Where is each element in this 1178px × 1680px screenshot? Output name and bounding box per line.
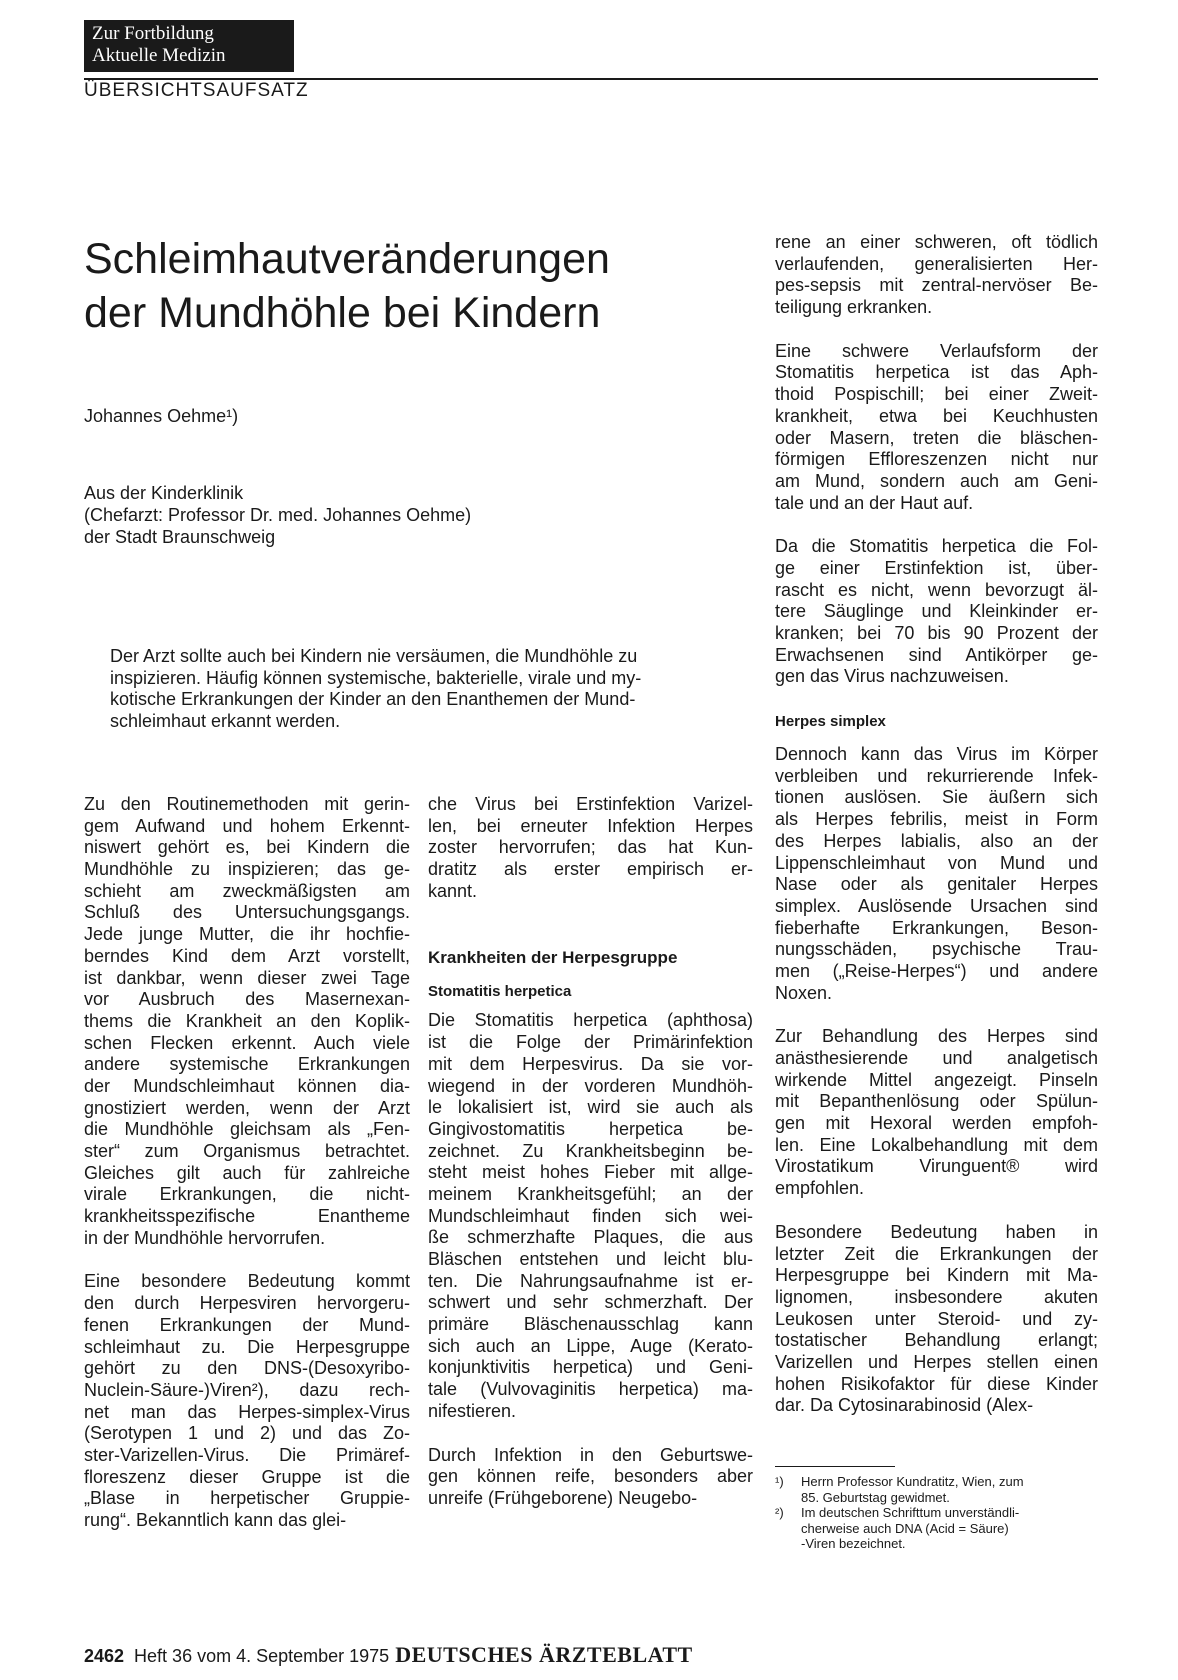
column-1 bbox=[84, 794, 410, 1532]
text-line: verbleiben und rekurrierende Infek- bbox=[775, 765, 1098, 786]
text-line: net man das Herpes-simplex-Virus bbox=[84, 1401, 410, 1422]
text-line: kranken; bei 70 bis 90 Prozent der bbox=[775, 623, 1098, 643]
text-line: den durch Herpesviren hervorgeru- bbox=[84, 1293, 410, 1314]
text-line: Durch Infektion in den Geburtswe- bbox=[428, 1444, 753, 1465]
paragraph bbox=[775, 1026, 1098, 1200]
text-line: virale Erkrankungen, die nicht- bbox=[84, 1184, 410, 1205]
text-line: nifestieren. bbox=[428, 1400, 517, 1421]
text-line: lignomen, insbesondere akuten bbox=[775, 1286, 1098, 1307]
text-line: thems die Krankheit an den Koplik- bbox=[84, 1010, 410, 1031]
text-line: ster“ zum Organismus betrachtet. bbox=[84, 1141, 410, 1161]
text-line: gen das Virus nachzuweisen. bbox=[775, 666, 1009, 687]
text-line: letzter Zeit die Erkrankungen der bbox=[775, 1243, 1098, 1264]
text-line: Zu den Routinemethoden mit gerin- bbox=[84, 794, 410, 814]
text-line: Noxen. bbox=[775, 982, 833, 1003]
subsection-heading: Herpes simplex bbox=[775, 713, 886, 731]
text-line: Zur Behandlung des Herpes sind bbox=[775, 1026, 1098, 1047]
title-line-1: Schleimhautveränderungen bbox=[84, 235, 610, 283]
title-line-2: der Mundhöhle bei Kindern bbox=[84, 289, 601, 337]
text-line: als Herpes febrilis, meist in Form bbox=[775, 809, 1098, 830]
text-line: teiligung erkranken. bbox=[775, 297, 933, 318]
paragraph bbox=[775, 341, 1098, 515]
issue-info: Heft 36 vom 4. September 1975 bbox=[134, 1646, 390, 1666]
text-line: Nase oder als genitaler Herpes bbox=[775, 874, 1098, 895]
text-line: am Mund, sondern auch am Geni- bbox=[775, 470, 1098, 491]
text-line: ist dankbar, wenn dieser zwei Tage bbox=[84, 967, 410, 988]
text-line: Jede junge Mutter, die ihr hochfie- bbox=[84, 924, 410, 945]
text-line: pes-sepsis mit zentral-nervöser Be- bbox=[775, 275, 1098, 296]
text-line: kannt. bbox=[428, 880, 478, 901]
affiliation-line: Aus der Kinderklinik bbox=[84, 483, 244, 503]
text-line: men („Reise-Herpes“) und andere bbox=[775, 960, 1098, 981]
text-line: zoster hervorrufen; das hat Kun- bbox=[428, 837, 753, 858]
paragraph bbox=[84, 1271, 410, 1531]
author: Johannes Oehme¹) bbox=[84, 406, 239, 426]
text-line: fieberhafte Erkrankungen, Beson- bbox=[775, 917, 1098, 938]
text-line: Erwachsenen sind Antikörper ge- bbox=[775, 644, 1098, 665]
text-line: hohen Risikofaktor für diese Kinder bbox=[775, 1373, 1098, 1394]
paragraph bbox=[84, 794, 410, 1249]
text-line: Da die Stomatitis herpetica die Fol- bbox=[775, 536, 1098, 557]
text-line: die Mundhöhle gleichsam als „Fen- bbox=[84, 1119, 410, 1140]
text-line: Herpesgruppe bei Kindern mit Ma- bbox=[775, 1265, 1098, 1286]
text-line: Besondere Bedeutung haben in bbox=[775, 1221, 1098, 1242]
footnote-rule bbox=[775, 1466, 895, 1467]
subsection-heading: Stomatitis herpetica bbox=[428, 983, 572, 1001]
text-line: tere Säuglinge und Kleinkinder er- bbox=[775, 601, 1098, 622]
text-line: schen Flecken erkennt. Auch viele bbox=[84, 1032, 410, 1053]
affiliation bbox=[84, 482, 471, 548]
text-line: unreife (Frühgeborene) Neugebo- bbox=[428, 1487, 698, 1508]
rubric-line-1: Zur Fortbildung bbox=[92, 23, 214, 44]
text-line: Lippenschleimhaut von Mund und bbox=[775, 852, 1098, 873]
text-line: schieht am zweckmäßigsten am bbox=[84, 880, 410, 901]
text-line: primäre Bläschenausschlag kann bbox=[428, 1314, 753, 1335]
text-line: gehört zu den DNS-(Desoxyribo- bbox=[84, 1358, 410, 1379]
text-line: floreszenz dieser Gruppe ist die bbox=[84, 1466, 410, 1487]
footnote-line: 85. Geburtstag gewidmet. bbox=[801, 1489, 950, 1505]
text-line: konjunktivitis herpetica) und Geni- bbox=[428, 1357, 753, 1378]
text-line: gen mit Hexoral werden empfoh- bbox=[775, 1113, 1098, 1134]
text-line: andere systemische Erkrankungen bbox=[84, 1054, 410, 1075]
article-title bbox=[84, 232, 724, 340]
text-line: thoid Pospischill; bei einer Zweit- bbox=[775, 384, 1098, 405]
text-line: ge einer Erstinfektion ist, über- bbox=[775, 557, 1098, 578]
text-line: tale und an der Haut auf. bbox=[775, 492, 974, 513]
text-line: Varizellen und Herpes stellen einen bbox=[775, 1351, 1098, 1372]
text-line: Nuclein-Säure-)Viren²), dazu rech- bbox=[84, 1379, 410, 1400]
text-line: meinem Krankheitsgefühl; an der bbox=[428, 1183, 753, 1204]
text-line: tostatischer Behandlung erlangt; bbox=[775, 1330, 1098, 1351]
text-line: schleimhaut zu. Die Herpesgruppe bbox=[84, 1336, 410, 1357]
text-line: ster-Varizellen-Virus. Die Primäref- bbox=[84, 1444, 410, 1465]
paragraph bbox=[428, 1445, 753, 1510]
text-line: zeichnet. Zu Krankheitsbeginn be- bbox=[428, 1140, 753, 1161]
text-line: Eine besondere Bedeutung kommt bbox=[84, 1271, 410, 1292]
text-line: schwert und sehr schmerzhaft. Der bbox=[428, 1292, 753, 1313]
abstract bbox=[110, 646, 720, 732]
column-3 bbox=[775, 232, 1098, 1417]
footnote-mark: ²) bbox=[775, 1505, 784, 1520]
section-label: ÜBERSICHTSAUFSATZ bbox=[84, 80, 309, 101]
text-line: Bläschen entstehen und leicht blu- bbox=[428, 1249, 753, 1269]
text-line: sich auch an Lippe, Auge (Kerato- bbox=[428, 1335, 753, 1356]
text-line: Mundschleimhaut finden sich wei- bbox=[428, 1205, 753, 1226]
text-line: Leukosen unter Steroid- und zy- bbox=[775, 1308, 1098, 1329]
abstract-line: schleimhaut erkannt werden. bbox=[110, 710, 341, 731]
section-heading: Krankheiten der Herpesgruppe bbox=[428, 948, 678, 968]
text-line: Gleiches gilt auch für zahlreiche bbox=[84, 1162, 410, 1183]
text-line: berndes Kind dem Arzt vorstellt, bbox=[84, 945, 410, 966]
text-line: oder Masern, treten die bläschen- bbox=[775, 427, 1098, 448]
text-line: rene an einer schweren, oft tödlich bbox=[775, 232, 1098, 252]
paragraph bbox=[428, 794, 753, 902]
text-line: mit dem Herpesvirus. Da sie vor- bbox=[428, 1053, 753, 1074]
paragraph bbox=[775, 1222, 1098, 1417]
abstract-line: inspizieren. Häufig können systemische, bakterielle, virale und my- bbox=[110, 667, 642, 688]
text-line: rung“. Bekanntlich kann das glei- bbox=[84, 1510, 347, 1530]
text-line: niswert gehört es, bei Kindern die bbox=[84, 837, 410, 858]
text-line: Stomatitis herpetica ist das Aph- bbox=[775, 362, 1098, 383]
paragraph bbox=[428, 1010, 753, 1422]
column-2 bbox=[428, 794, 753, 1510]
affiliation-line: der Stadt Braunschweig bbox=[84, 527, 276, 547]
paragraph bbox=[775, 232, 1098, 319]
footnote-mark: ¹) bbox=[775, 1474, 784, 1489]
text-line: Mundhöhle zu inspizieren; das ge- bbox=[84, 859, 410, 880]
text-line: ist die Folge der Primärinfektion bbox=[428, 1032, 753, 1053]
text-line: krankheitsspezifische Enantheme bbox=[84, 1206, 410, 1227]
text-line: der Mundschleimhaut können dia- bbox=[84, 1075, 410, 1096]
text-line: des Herpes labialis, also an der bbox=[775, 830, 1098, 851]
text-line: gnostiziert werden, wenn der Arzt bbox=[84, 1097, 410, 1118]
text-line: len, bei erneuter Infektion Herpes bbox=[428, 815, 753, 836]
text-line: nungsschäden, psychische Trau- bbox=[775, 939, 1098, 960]
text-line: verlaufenden, generalisierten Her- bbox=[775, 253, 1098, 274]
text-line: fenen Erkrankungen der Mund- bbox=[84, 1314, 410, 1335]
abstract-line: Der Arzt sollte auch bei Kindern nie versäumen, die Mundhöhle zu bbox=[110, 646, 638, 666]
text-line: in der Mundhöhle hervorrufen. bbox=[84, 1227, 326, 1248]
text-line: „Blase in herpetischer Gruppie- bbox=[84, 1488, 410, 1509]
text-line: krankheit, etwa bei Keuchhusten bbox=[775, 405, 1098, 426]
text-line: empfohlen. bbox=[775, 1178, 865, 1199]
text-line: ße schmerzhafte Plaques, die aus bbox=[428, 1227, 753, 1248]
text-line: Virostatikum Virunguent® wird bbox=[775, 1156, 1098, 1177]
footnote bbox=[775, 1474, 1098, 1505]
text-line: mit Bepanthenlösung oder Spülun- bbox=[775, 1091, 1098, 1112]
rubric-badge bbox=[84, 20, 294, 72]
text-line: Gingivostomatitis herpetica be- bbox=[428, 1118, 753, 1139]
abstract-line: kotische Erkrankungen der Kinder an den Enanthemen der Mund- bbox=[110, 689, 636, 709]
text-line: vor Ausbruch des Masernexan- bbox=[84, 989, 410, 1010]
text-line: gen können reife, besonders aber bbox=[428, 1466, 753, 1487]
text-line: simplex. Auslösende Ursachen sind bbox=[775, 895, 1098, 916]
text-line: Schluß des Untersuchungsgangs. bbox=[84, 902, 410, 923]
text-line: tale (Vulvovaginitis herpetica) ma- bbox=[428, 1379, 753, 1400]
text-line: gem Aufwand und hohem Erkennt- bbox=[84, 815, 410, 836]
footnote bbox=[775, 1505, 1098, 1552]
affiliation-line: (Chefarzt: Professor Dr. med. Johannes Oehme) bbox=[84, 505, 472, 525]
text-line: le lokalisiert ist, wird sie auch als bbox=[428, 1097, 753, 1118]
journal-name: DEUTSCHES ÄRZTEBLATT bbox=[395, 1642, 693, 1667]
text-line: len. Eine Lokalbehandlung mit dem bbox=[775, 1134, 1098, 1155]
footnote-line: Herrn Professor Kundratitz, Wien, zum bbox=[801, 1474, 1024, 1489]
text-line: (Serotypen 1 und 2) und das Zo- bbox=[84, 1423, 410, 1444]
paragraph bbox=[775, 536, 1098, 688]
text-line: rascht es nicht, wenn bevorzugt äl- bbox=[775, 579, 1098, 600]
footnote-line: -Viren bezeichnet. bbox=[801, 1536, 906, 1551]
text-line: Dennoch kann das Virus im Körper bbox=[775, 744, 1098, 765]
paragraph bbox=[775, 744, 1098, 1004]
rubric-line-2: Aktuelle Medizin bbox=[92, 45, 226, 66]
footnotes bbox=[775, 1474, 1098, 1552]
text-line: Eine schwere Verlaufsform der bbox=[775, 340, 1098, 361]
text-line: steht meist hohes Fieber mit allge- bbox=[428, 1162, 753, 1183]
page-number: 2462 bbox=[84, 1646, 125, 1666]
footnote-line: cherweise auch DNA (Acid = Säure) bbox=[801, 1520, 1009, 1536]
page-footer bbox=[84, 1642, 693, 1668]
text-line: tionen auslösen. Sie äußern sich bbox=[775, 787, 1098, 808]
text-line: Die Stomatitis herpetica (aphthosa) bbox=[428, 1010, 753, 1031]
text-line: wirkende Mittel angezeigt. Pinseln bbox=[775, 1069, 1098, 1090]
text-line: dratitz als erster empirisch er- bbox=[428, 859, 753, 880]
text-line: dar. Da Cytosinarabinosid (Alex- bbox=[775, 1395, 1034, 1416]
text-line: che Virus bei Erstinfektion Varizel- bbox=[428, 794, 753, 814]
text-line: anästhesierende und analgetisch bbox=[775, 1048, 1098, 1068]
text-line: ten. Die Nahrungsaufnahme ist er- bbox=[428, 1270, 753, 1291]
text-line: förmigen Effloreszenzen nicht nur bbox=[775, 449, 1098, 470]
footnote-line: Im deutschen Schrifttum unverständli- bbox=[801, 1505, 1020, 1520]
text-line: wiegend in der vorderen Mundhöh- bbox=[428, 1075, 753, 1096]
